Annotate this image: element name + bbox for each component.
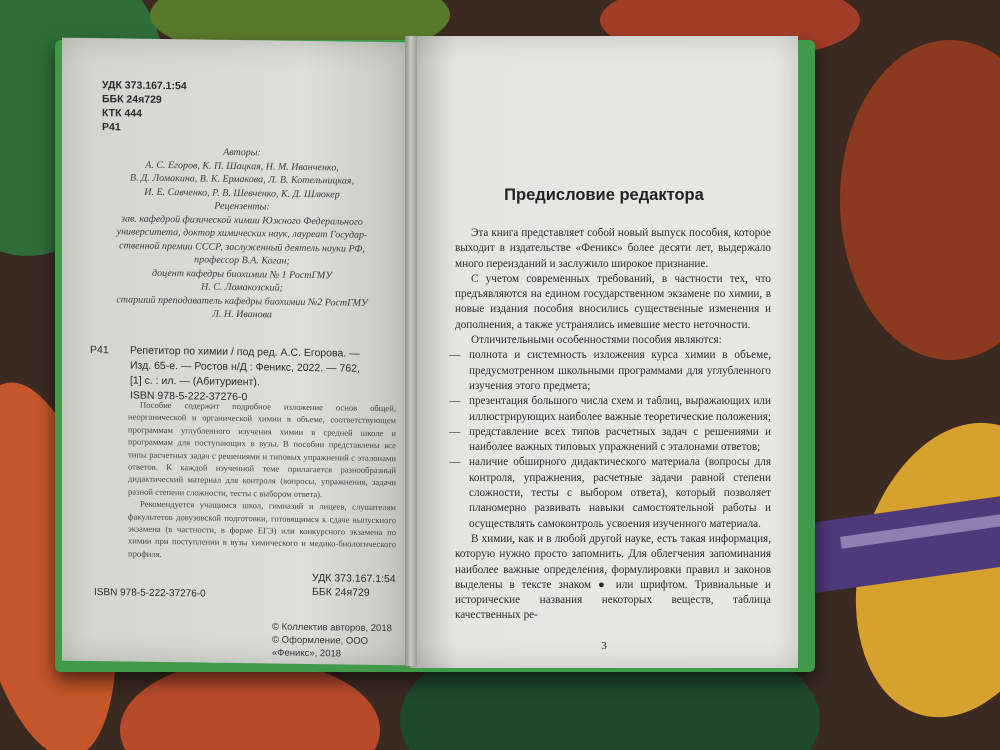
bibliographic-record: Р41 Репетитор по химии / под ред. А.С. Егорова. — Изд. 65-е. — Ростов н/Д : Феникс, 2022. — 762, [1] с. : ил. — (Абитуриент). ISBN 978-5-222-37276-0: [92, 343, 392, 407]
preface-body: [455, 226, 771, 624]
isbn: ISBN 978-5-222-37276-0: [130, 389, 248, 404]
page-title: Предисловие редактора: [504, 186, 704, 204]
book-gutter: [405, 36, 417, 666]
paragraph: В химии, как и в любой другой науке, есть такая информация, которую нужно просто запомнить. Для облегчения запоминания наиболее важные определения, формулировки правил и законов выделены в тексте знаком ● или шрифтом. Тривиальные и исторические названия некоторых веществ, таблица качественных ре-: [455, 532, 771, 622]
isbn-bottom: ISBN 978-5-222-37276-0: [94, 587, 206, 600]
paragraph: Эта книга представляет собой новый выпуск пособия, которое выходит в издательстве «Феникс» более десяти лет, выдержало много переизданий и заслужило широкое признание.: [455, 227, 771, 270]
left-page: [62, 38, 410, 666]
annotation: Пособие содержит подробное изложение основ общей, неорганической и органической химии в объеме, соответствующем программам углубленного изучения химии в средней школе и программам для поступающих в вузы. В пособии представлены все типы расчетных задач с решениями и типовых упражнений с эталонами ответов. К каждой изученной теме прилагается разнообразный дидактический материал для контроля (вопросы, упражнения, задачи разной степени сложности, тесты с выбором ответа). Рекомендуется учащимся школ, гимназий и лицеев, слушателям факультетов довузовской подготовки, готовящимся к сдаче выпускного экзамена (в частности, в форме ЕГЭ) или конкурсного экзамена по химии при поступлении в вузы химического и медико-биологического профиля.: [128, 399, 396, 559]
authors-heading: Авторы:: [223, 146, 261, 159]
copyright: © Коллектив авторов, 2018 © Оформление, ООО «Феникс», 2018: [272, 621, 392, 660]
list-item: — представление всех типов расчетных задач с решениями и наиболее важных типовых упражнений с эталонами ответов;: [455, 425, 771, 456]
paragraph: С учетом современных требований, в частности тех, что предъявляются на едином государственном экзамене по химии, в новые издания пособия вносились существенные изменения и дополнения, а также устранялись имевшие место неточности.: [455, 272, 771, 331]
page-number: 3: [601, 640, 607, 652]
list-item: — презентация большого числа схем и таблиц, выражающих или иллюстрирующих наиболее важные теоретические положения;: [455, 394, 771, 425]
reviewers-heading: Рецензенты:: [214, 200, 270, 213]
list-item: — полнота и системность изложения курса химии в объеме, предусмотренном школьными программами для углубленного изучения этого предмета;: [455, 348, 771, 394]
list-item: — наличие обширного дидактического материала (вопросы для контроля, упражнения, расчетные задачи равной степени сложности, тесты с выбором ответа), который позволяет планомерно развивать навыки самостоятельной работы и осуществлять самоконтроль усвоения изученного материала.: [455, 455, 771, 531]
authors-block: Авторы: А. С. Егоров, К. П. Шацкая, Н. М. Иванченко, В. Д. Ломакина, В. К. Ермакова, Л. В. Котельницкая, И. Е. Савченко, Р. В. Шевченко, К. Д. Шлюкер Рецензенты: зав. кафедрой физической химии Южного Федерального университета, доктор химических наук, лауреат Государ- ственной премии СССР, заслуженный деятель науки РФ, профессор В.А. Коган; доцент кафедры биохимии № 1 РостГМУ Н. С. Ломакозский; старший преподаватель кафедры биохимии №2 РостГМУ Л. Н. Иванова: [92, 144, 392, 324]
bottom-codes: УДК 373.167.1:54 ББК 24я729: [312, 572, 396, 599]
right-page: [410, 36, 798, 668]
paragraph: Отличительными особенностями пособия являются:: [471, 334, 722, 347]
classification-codes: УДК 373.167.1:54 ББК 24я729 КТК 444 Р41: [102, 79, 187, 134]
